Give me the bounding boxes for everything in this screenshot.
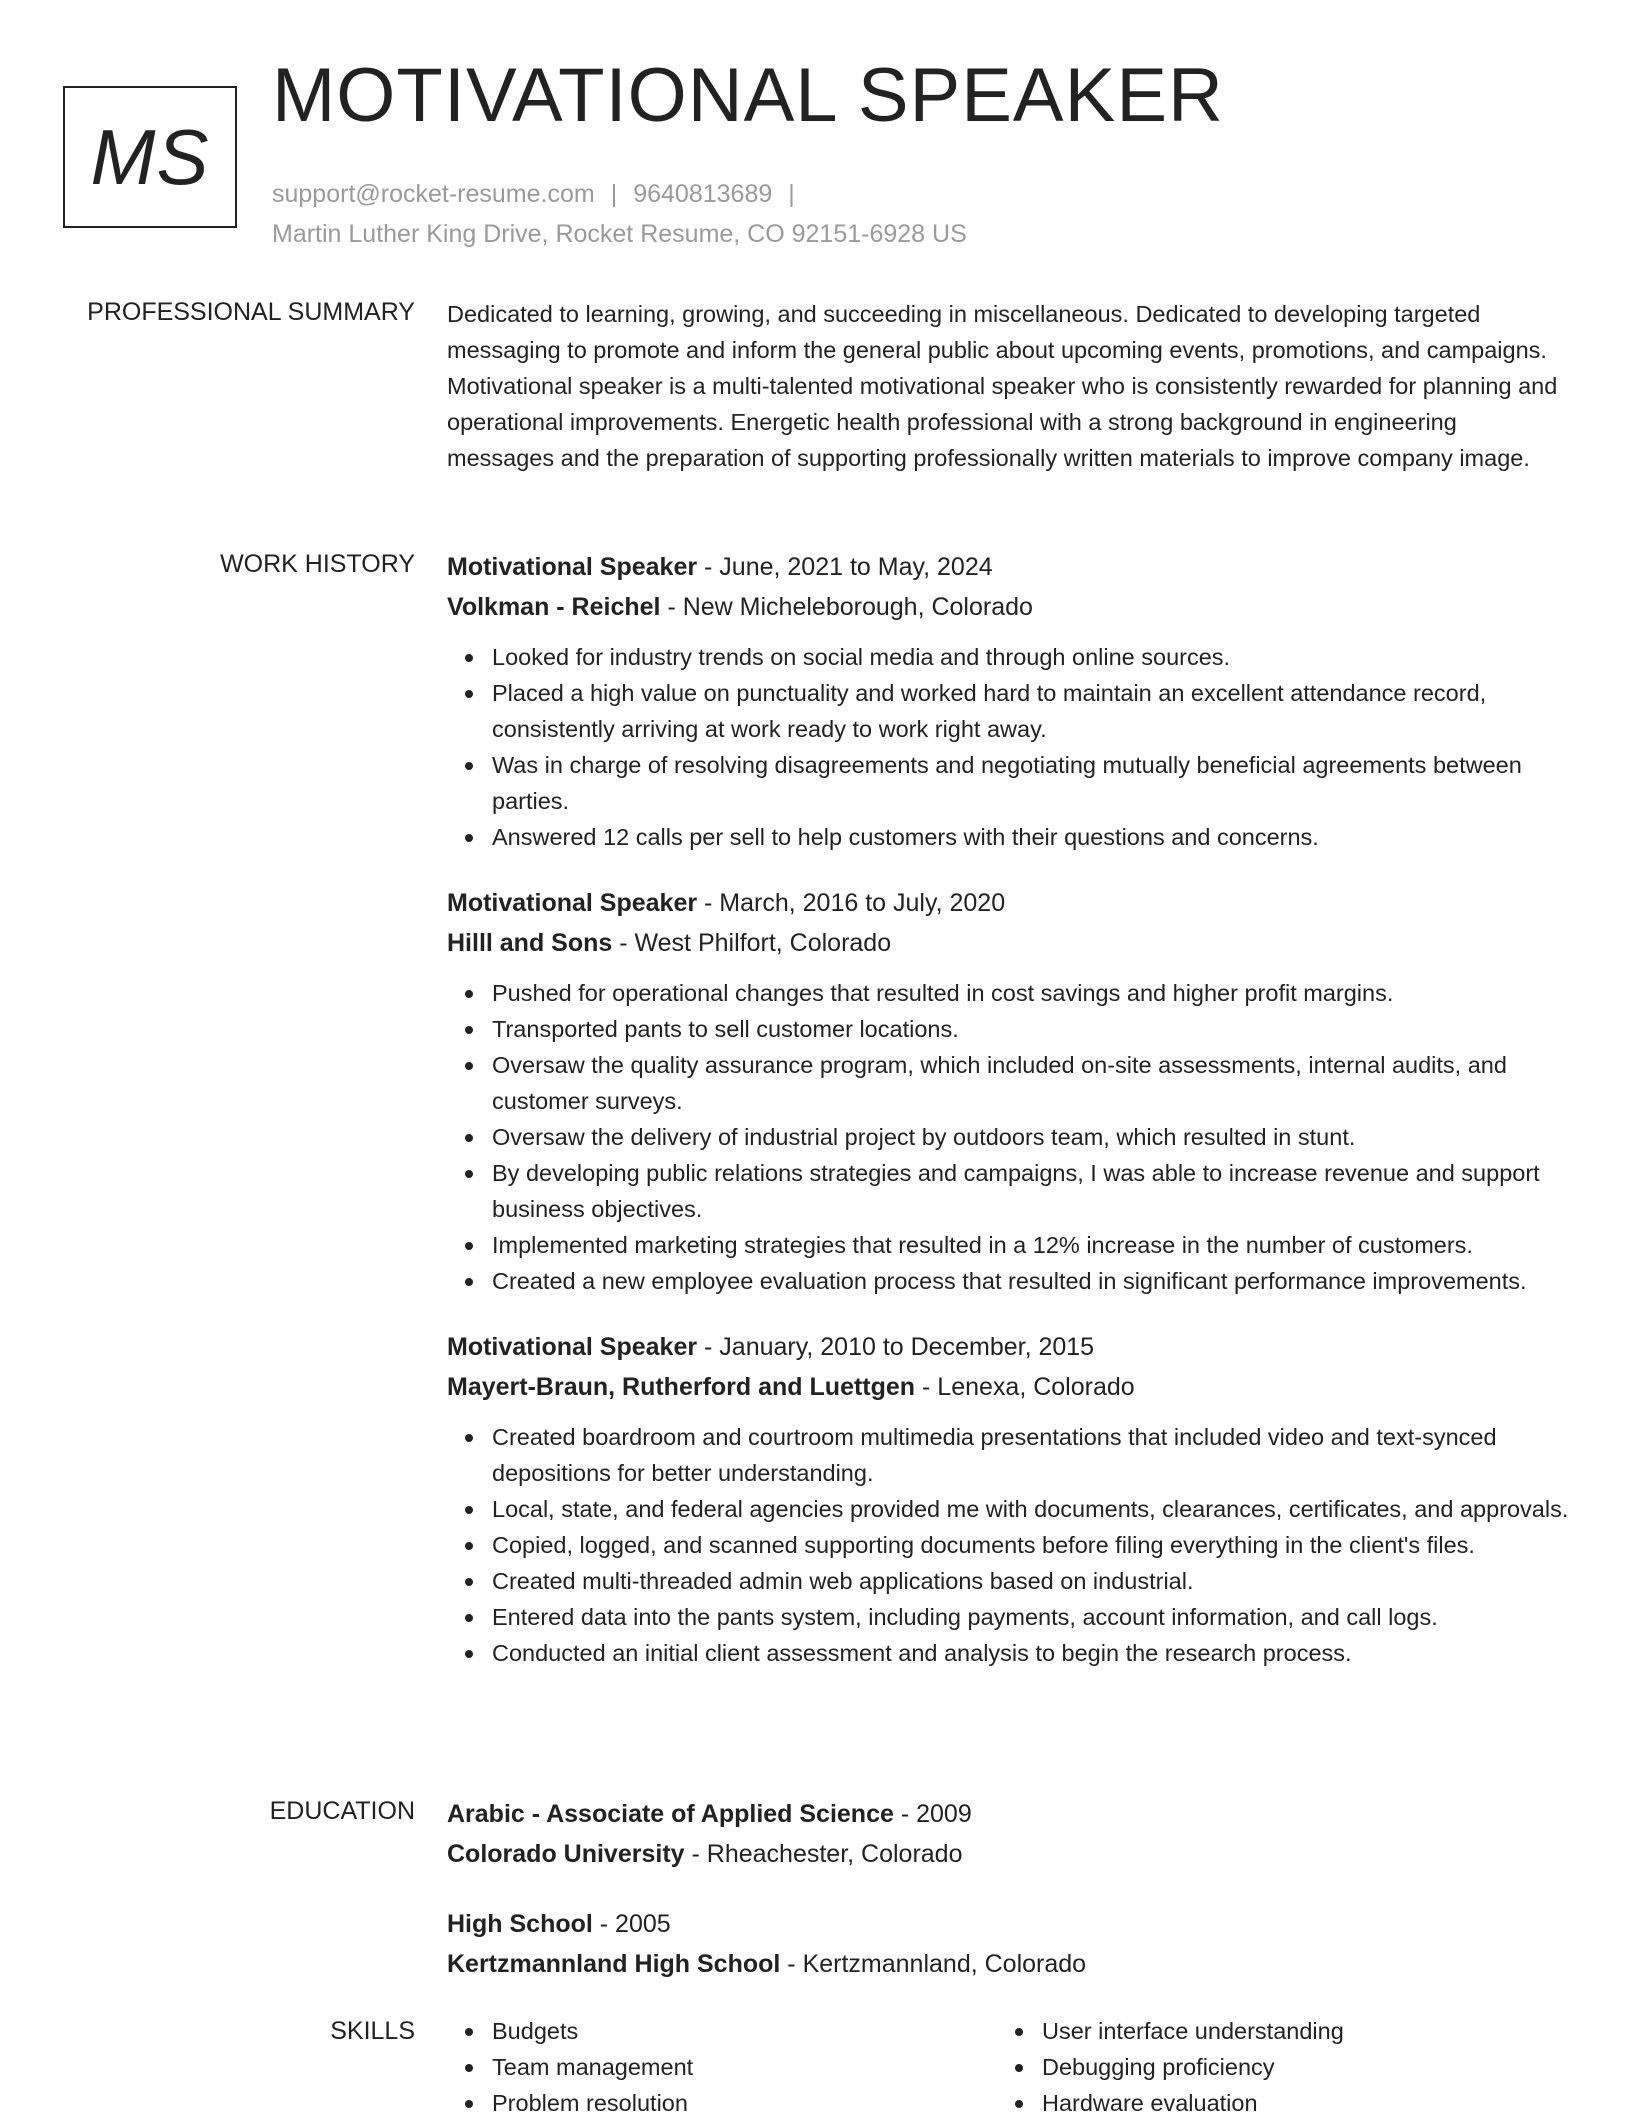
section-label-summary: PROFESSIONAL SUMMARY xyxy=(87,298,415,326)
job-company-line xyxy=(447,923,1569,963)
job-dates: - June, 2021 to May, 2024 xyxy=(697,553,993,581)
job-location: - West Philfort, Colorado xyxy=(612,929,892,957)
job-bullet: Copied, logged, and scanned supporting documents before filing everything in the client's files. xyxy=(447,1527,1569,1563)
education-school-line xyxy=(447,1944,1569,1984)
job-company: Hilll and Sons xyxy=(447,929,613,957)
education-location: - Rheachester, Colorado xyxy=(684,1840,963,1868)
candidate-name: MOTIVATIONAL SPEAKER xyxy=(272,53,1224,138)
education-location: - Kertzmannland, Colorado xyxy=(780,1950,1087,1978)
job-entry xyxy=(447,883,1569,1299)
job-bullet: Implemented marketing strategies that resulted in a 12% increase in the number of customers. xyxy=(447,1227,1569,1263)
job-bullet: Pushed for operational changes that resulted in cost savings and higher profit margins. xyxy=(447,975,1569,1011)
job-bullet: Oversaw the quality assurance program, which included on-site assessments, internal audits, and customer surveys. xyxy=(447,1047,1569,1119)
separator: | xyxy=(788,180,795,208)
education-degree: High School xyxy=(447,1910,593,1938)
education-degree-line xyxy=(447,1904,1569,1944)
contact-info xyxy=(272,174,967,254)
education-section xyxy=(447,1794,1569,2014)
job-bullet: Was in charge of resolving disagreements and negotiating mutually beneficial agreements between parties. xyxy=(447,747,1569,819)
skills-grid xyxy=(447,2013,1569,2121)
education-year: - 2005 xyxy=(592,1910,671,1938)
skill-item: Team management xyxy=(447,2049,997,2085)
education-degree-line xyxy=(447,1794,1569,1834)
job-bullet: Placed a high value on punctuality and worked hard to maintain an excellent attendance record, consistently arriving at work ready to work right away. xyxy=(447,675,1569,747)
job-location: - Lenexa, Colorado xyxy=(915,1373,1135,1401)
job-company-line xyxy=(447,1367,1569,1407)
job-bullet: Looked for industry trends on social media and through online sources. xyxy=(447,639,1569,675)
job-bullet: Local, state, and federal agencies provided me with documents, clearances, certificates, and approvals. xyxy=(447,1491,1569,1527)
skill-item: Budgets xyxy=(447,2013,997,2049)
job-bullet: Oversaw the delivery of industrial project by outdoors team, which resulted in stunt. xyxy=(447,1119,1569,1155)
job-title-line xyxy=(447,883,1569,923)
contact-line-1 xyxy=(272,174,967,214)
education-year: - 2009 xyxy=(893,1800,972,1828)
job-company-line xyxy=(447,587,1569,627)
work-history-section xyxy=(447,547,1569,1699)
job-dates: - March, 2016 to July, 2020 xyxy=(697,889,1006,917)
job-bullet: By developing public relations strategies and campaigns, I was able to increase revenue and support business objectives. xyxy=(447,1155,1569,1227)
skills-list-left xyxy=(447,2013,997,2121)
section-label-education: EDUCATION xyxy=(269,1797,415,1825)
job-bullet: Conducted an initial client assessment and analysis to begin the research process. xyxy=(447,1635,1569,1671)
job-entry xyxy=(447,547,1569,855)
phone-text: 9640813689 xyxy=(633,180,773,208)
skills-list-right xyxy=(997,2013,1547,2121)
skill-item: Hardware evaluation xyxy=(997,2085,1547,2121)
job-bullets xyxy=(447,639,1569,855)
job-title-line xyxy=(447,1327,1569,1367)
education-school: Kertzmannland High School xyxy=(447,1950,781,1978)
education-school: Colorado University xyxy=(447,1840,685,1868)
job-bullets xyxy=(447,1419,1569,1671)
skills-section xyxy=(447,2013,1569,2121)
education-entry xyxy=(447,1904,1569,1984)
job-bullet: Created a new employee evaluation process that resulted in significant performance improvements. xyxy=(447,1263,1569,1299)
monogram-logo: MS xyxy=(63,86,237,228)
skill-item: Debugging proficiency xyxy=(997,2049,1547,2085)
job-company: Volkman - Reichel xyxy=(447,593,661,621)
separator: | xyxy=(610,180,618,208)
job-bullet: Entered data into the pants system, including payments, account information, and call logs. xyxy=(447,1599,1569,1635)
job-company: Mayert-Braun, Rutherford and Luettgen xyxy=(447,1373,916,1401)
summary-text: Dedicated to learning, growing, and succeeding in miscellaneous. Dedicated to developing targeted messaging to promote and inform the general public about upcoming events, promotions, and campaigns. Motivational speaker is a multi-talented motivational speaker who is consistently rewarded for planning and operational improvements. Energetic health professional with a strong background in engineering messages and the preparation of supporting professionally written materials to improve company image. xyxy=(447,301,1558,471)
job-bullet: Answered 12 calls per sell to help customers with their questions and concerns. xyxy=(447,819,1569,855)
job-location: - New Micheleborough, Colorado xyxy=(660,593,1033,621)
job-dates: - January, 2010 to December, 2015 xyxy=(697,1333,1095,1361)
job-bullet: Created multi-threaded admin web applications based on industrial. xyxy=(447,1563,1569,1599)
address-text: Martin Luther King Drive, Rocket Resume, CO 92151-6928 US xyxy=(272,220,967,248)
education-entry xyxy=(447,1794,1569,1874)
education-school-line xyxy=(447,1834,1569,1874)
job-entry xyxy=(447,1327,1569,1671)
job-bullet: Created boardroom and courtroom multimedia presentations that included video and text-synced depositions for better understanding. xyxy=(447,1419,1569,1491)
job-title: Motivational Speaker xyxy=(447,889,698,917)
summary-section xyxy=(447,296,1569,476)
job-title: Motivational Speaker xyxy=(447,553,698,581)
job-title: Motivational Speaker xyxy=(447,1333,698,1361)
education-degree: Arabic - Associate of Applied Science xyxy=(447,1800,894,1828)
skill-item: User interface understanding xyxy=(997,2013,1547,2049)
job-title-line xyxy=(447,547,1569,587)
job-bullet: Transported pants to sell customer locations. xyxy=(447,1011,1569,1047)
skill-item: Problem resolution xyxy=(447,2085,997,2121)
section-label-skills: SKILLS xyxy=(330,2017,415,2045)
section-label-work-history: WORK HISTORY xyxy=(220,550,415,578)
job-bullets xyxy=(447,975,1569,1299)
email-text: support@rocket-resume.com xyxy=(272,180,595,208)
